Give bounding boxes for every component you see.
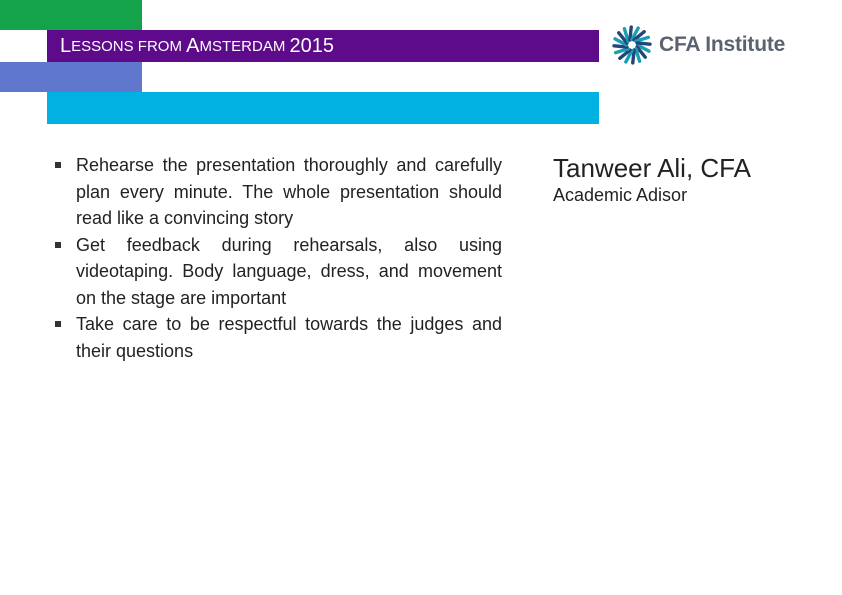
- bullet-list: [55, 152, 502, 364]
- title-part: MSTERDAM: [199, 37, 290, 55]
- page-title: [47, 30, 599, 62]
- blue-accent-block: [0, 62, 142, 92]
- title-part: 2015: [289, 34, 334, 57]
- bullet-item: Get feedback during rehearsals, also using videotaping. Body language, dress, and movement on the stage are important: [55, 232, 502, 312]
- logo-ray: [637, 43, 650, 44]
- speaker-name: Tanweer Ali, CFA: [553, 153, 751, 183]
- cfa-logo: [612, 24, 785, 66]
- bullet-item: Rehearse the presentation thoroughly and carefully plan every minute. The whole presentation should read like a convincing story: [55, 152, 502, 232]
- title-part: ESSONS FROM: [71, 37, 187, 55]
- cfa-starburst-icon: [612, 25, 652, 65]
- title-part: L: [60, 34, 72, 57]
- speaker-title: Academic Adisor: [553, 185, 688, 205]
- green-accent-block: [0, 0, 142, 30]
- cyan-band: [47, 92, 599, 124]
- title-part: A: [186, 34, 200, 57]
- white-spacer-block: [0, 30, 47, 62]
- bullet-item: Take care to be respectful towards the judges and their questions: [55, 311, 502, 364]
- logo-text: CFA Institute: [659, 33, 786, 56]
